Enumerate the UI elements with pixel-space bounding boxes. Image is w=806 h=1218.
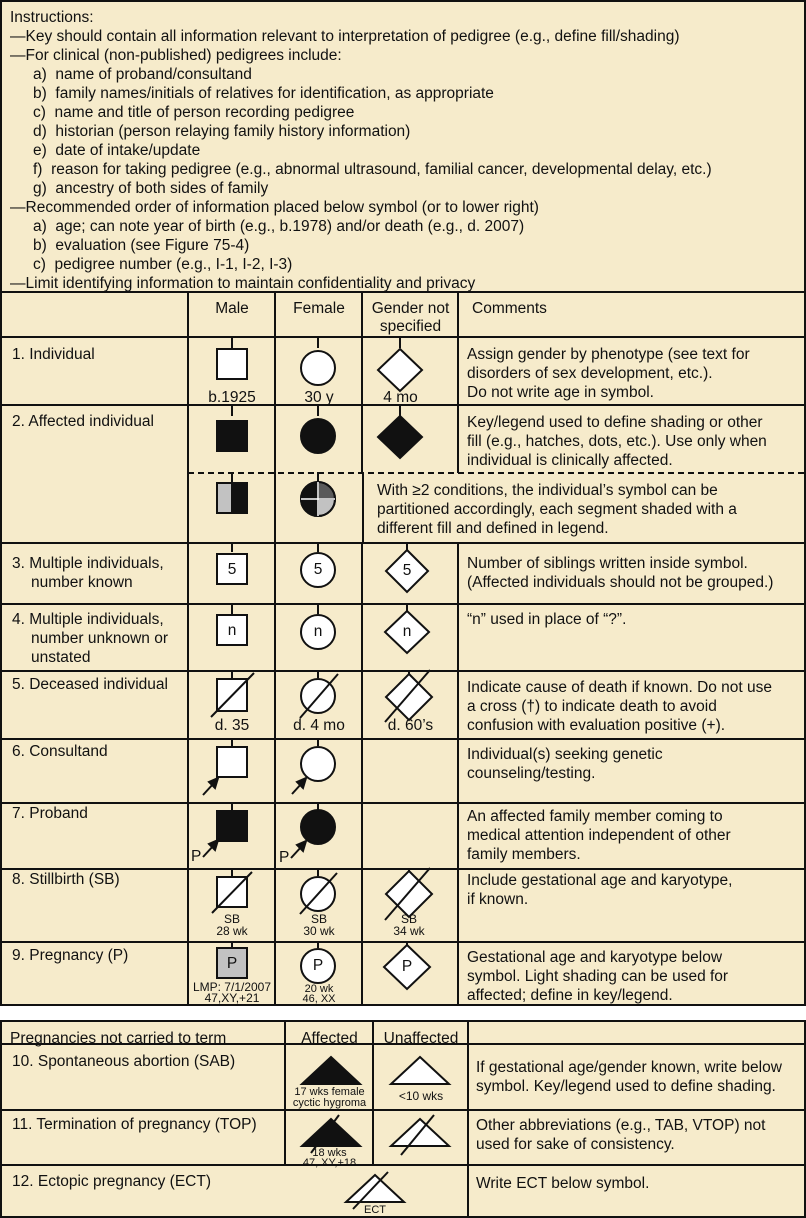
comment-line: Individual(s) seeking genetic xyxy=(467,746,663,763)
partitioned-female-symbol xyxy=(301,482,335,516)
top-affected-note-1: 18 wks xyxy=(312,1147,347,1159)
divider xyxy=(2,542,804,544)
comment-line: Indicate cause of death if known. Do not use xyxy=(467,679,773,696)
clinical-sub-f: f) reason for taking pedigree (e.g., abnormal ultrasound, familial cancer, developmental delay, etc.) xyxy=(33,161,712,178)
gender-sb-tag: SB xyxy=(400,912,417,926)
top-affected-note-2: 47, XY,+18 xyxy=(302,1157,357,1169)
affected-diamond-symbol xyxy=(378,416,422,458)
instruction-limit-text: Limit identifying information to maintain confidentiality and privacy xyxy=(25,275,476,292)
row-label-deceased: 5. Deceased individual xyxy=(12,676,168,693)
female-death-age: d. 4 mo xyxy=(293,717,345,734)
sab-unaffected-triangle-symbol xyxy=(391,1057,449,1084)
header-gender-not-specified-2: specified xyxy=(379,318,442,335)
comment-line: Number of siblings written inside symbol. xyxy=(467,555,748,572)
consultand-female-symbol xyxy=(301,747,335,781)
sab-affected-note-2: cyctic hygroma xyxy=(292,1097,367,1109)
clinical-sub-c: c) name and title of person recording pedigree xyxy=(33,104,355,121)
header-affected: Affected xyxy=(301,1030,358,1047)
row-label-multiple-known-2: number known xyxy=(31,574,133,591)
column-divider xyxy=(467,1022,469,1216)
comment-line: (Affected individuals should not be grouped.) xyxy=(467,574,774,591)
comment-line: partitioned accordingly, each segment shaded with a xyxy=(377,501,737,518)
row-label-multiple-unknown-3: unstated xyxy=(31,649,91,666)
consultand-male-symbol xyxy=(217,747,247,777)
sab-unaffected-note: <10 wks xyxy=(398,1089,444,1103)
divider xyxy=(2,291,804,293)
divider xyxy=(2,1164,804,1166)
gender-n: n xyxy=(402,623,412,640)
male-p: P xyxy=(226,955,238,972)
clinical-sub-b: b) family names/initials of relatives for identification, as appropriate xyxy=(33,85,494,102)
comment-line: Key/legend used to define shading or other xyxy=(467,414,763,431)
diamond-symbol xyxy=(378,349,422,391)
comment-line: An affected family member coming to xyxy=(467,808,723,825)
row-label-multiple-known: 3. Multiple individuals, xyxy=(12,555,164,572)
header-comments: Comments xyxy=(472,300,547,317)
proband-male-symbol xyxy=(217,811,247,841)
male-count: 5 xyxy=(227,561,237,578)
clinical-sub-a: a) name of proband/consultand xyxy=(33,66,252,83)
female-karyotype: 46, XX xyxy=(302,993,336,1005)
female-circle-symbol xyxy=(301,351,335,385)
affected-female-symbol xyxy=(301,419,335,453)
clinical-sub-d: d) historian (person relaying family history information) xyxy=(33,123,411,140)
comment-line: Write ECT below symbol. xyxy=(476,1175,650,1192)
divider xyxy=(2,738,804,740)
male-sb-tag: SB xyxy=(223,912,240,926)
instruction-key-text: Key should contain all information relevant to interpretation of pedigree (e.g., define fill/shading) xyxy=(25,28,680,45)
header-female: Female xyxy=(293,300,345,317)
comment-line: Other abbreviations (e.g., TAB, VTOP) not xyxy=(476,1117,766,1134)
female-sb-age: 30 wk xyxy=(303,924,335,938)
row-label-ect: 12. Ectopic pregnancy (ECT) xyxy=(12,1173,212,1190)
comment-line: confusion with evaluation positive (+). xyxy=(467,717,726,734)
instruction-order-text: Recommended order of information placed below symbol (or to lower right) xyxy=(25,199,539,216)
order-sub-b: b) evaluation (see Figure 75-4) xyxy=(33,237,250,254)
male-square-symbol xyxy=(217,349,247,379)
comment-line: if known. xyxy=(467,891,529,908)
row-label-individual: 1. Individual xyxy=(12,346,95,363)
row-label-multiple-unknown: 4. Multiple individuals, xyxy=(12,611,164,628)
row-label-consultand: 6. Consultand xyxy=(12,743,108,760)
gender-sb-age: 34 wk xyxy=(393,924,425,938)
ect-triangle-symbol xyxy=(346,1175,404,1202)
divider xyxy=(2,802,804,804)
row-label-proband: 7. Proband xyxy=(12,805,88,822)
proband-female-marker: P xyxy=(279,849,290,866)
instruction-clinical-text: For clinical (non-published) pedigrees include: xyxy=(25,47,342,64)
gender-count: 5 xyxy=(402,562,412,579)
comment-line: different fill and defined in legend. xyxy=(377,520,609,537)
comment-line: symbol. Key/legend used to define shading. xyxy=(476,1078,776,1095)
sab-affected-triangle-symbol xyxy=(302,1057,360,1084)
clinical-sub-g: g) ancestry of both sides of family xyxy=(33,180,269,197)
gender-death-age: d. 60’s xyxy=(387,717,434,734)
male-sb-age: 28 wk xyxy=(216,924,248,938)
pregnancies-not-carried-table xyxy=(0,1020,806,1218)
comment-line: used for sake of consistency. xyxy=(476,1136,675,1153)
row-label-sab: 10. Spontaneous abortion (SAB) xyxy=(12,1053,236,1070)
row-label-top: 11. Termination of pregnancy (TOP) xyxy=(12,1116,257,1133)
comment-line: If gestational age/gender known, write below xyxy=(476,1059,782,1076)
instruction-key: —Key should contain all information relevant to interpretation of pedigree (e.g., define fill/shading) xyxy=(10,28,680,45)
female-gest-age: 20 wk xyxy=(304,983,334,995)
female-sb-tag: SB xyxy=(310,912,327,926)
comment-line: Gestational age and karyotype below xyxy=(467,949,723,966)
female-age: 30 y xyxy=(304,389,334,406)
header-pregnancies-not-carried: Pregnancies not carried to term xyxy=(10,1030,227,1047)
comment-line: medical attention independent of other xyxy=(467,827,731,844)
column-divider xyxy=(362,472,364,542)
dashed-divider xyxy=(188,472,804,474)
comment-line: Include gestational age and karyotype, xyxy=(467,872,733,889)
comment-line: fill (e.g., hatches, dots, etc.). Use only when xyxy=(467,433,767,450)
divider xyxy=(2,336,804,338)
male-n: n xyxy=(227,622,237,639)
order-sub-c: c) pedigree number (e.g., I-1, I-2, I-3) xyxy=(33,256,293,273)
comment-line: individual is clinically affected. xyxy=(467,452,673,469)
proband-female-symbol xyxy=(301,810,335,844)
divider xyxy=(2,868,804,870)
top-affected-triangle-symbol xyxy=(302,1119,360,1146)
header-male: Male xyxy=(215,300,249,317)
male-lmp: LMP: 7/1/2007 xyxy=(192,980,272,994)
instruction-order: —Recommended order of information placed below symbol (or to lower right) xyxy=(10,199,539,216)
affected-male-symbol xyxy=(217,421,247,451)
comment-line: affected; define in key/legend. xyxy=(467,987,673,1004)
male-age: b.1925 xyxy=(208,389,256,406)
comment-line: “n” used in place of “?”. xyxy=(467,611,627,628)
row-label-multiple-unknown-2: number unknown or xyxy=(31,630,168,647)
divider xyxy=(2,603,804,605)
comment-line: disorders of sex development, etc.). xyxy=(467,365,713,382)
sab-affected-note-1: 17 wks female xyxy=(294,1086,365,1098)
male-death-age: d. 35 xyxy=(214,717,250,734)
ect-tag: ECT xyxy=(364,1204,386,1216)
gender-age: 4 mo xyxy=(383,389,418,406)
comment-line: With ≥2 conditions, the individual’s symbol can be xyxy=(377,482,718,499)
proband-male-marker: P xyxy=(191,848,202,865)
header-gender-not-specified-1: Gender not xyxy=(371,300,450,317)
female-p: P xyxy=(312,957,324,974)
clinical-sub-e: e) date of intake/update xyxy=(33,142,201,159)
row-label-pregnancy: 9. Pregnancy (P) xyxy=(12,947,129,964)
header-unaffected: Unaffected xyxy=(383,1030,459,1047)
comment-line: symbol. Light shading can be used for xyxy=(467,968,729,985)
divider xyxy=(2,941,804,943)
row-label-stillbirth: 8. Stillbirth (SB) xyxy=(12,871,120,888)
comment-line: family members. xyxy=(467,846,581,863)
gender-p: P xyxy=(401,958,413,975)
male-karyotype: 47,XY,+21 xyxy=(204,991,260,1005)
instruction-limit: —Limit identifying information to maintain confidentiality and privacy xyxy=(10,275,476,292)
instructions-heading: Instructions: xyxy=(10,9,94,26)
comment-line: Assign gender by phenotype (see text for xyxy=(467,346,750,363)
order-sub-a: a) age; can note year of birth (e.g., b.1978) and/or death (e.g., d. 2007) xyxy=(33,218,525,235)
comment-line: a cross (†) to indicate death to avoid xyxy=(467,698,717,715)
row-label-affected: 2. Affected individual xyxy=(12,413,154,430)
female-count: 5 xyxy=(313,561,323,578)
female-n: n xyxy=(313,623,323,640)
comment-line: counseling/testing. xyxy=(467,765,596,782)
divider xyxy=(2,1109,804,1111)
column-divider xyxy=(457,542,459,1004)
instruction-clinical: —For clinical (non-published) pedigrees include: xyxy=(10,47,342,64)
comment-line: Do not write age in symbol. xyxy=(467,384,654,401)
divider xyxy=(2,670,804,672)
